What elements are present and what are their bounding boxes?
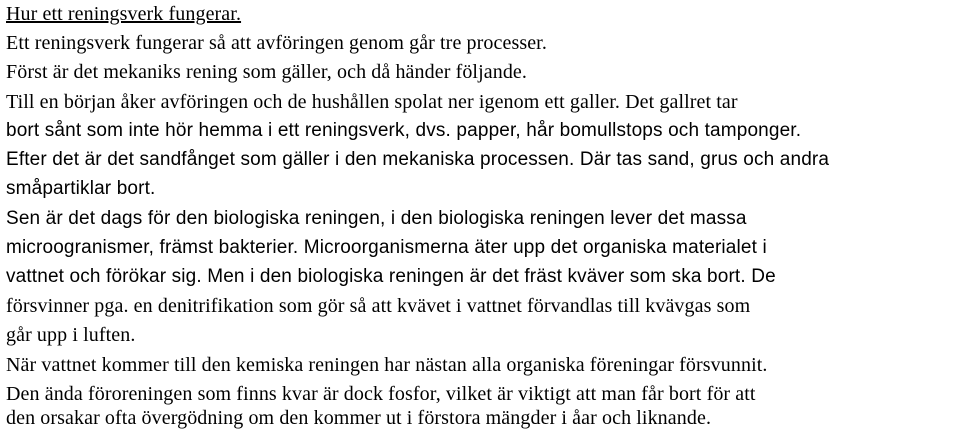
text-line: vattnet och förökar sig. Men i den biologiska reningen är det fräst kväver som ska bort. De [6, 266, 776, 287]
text-line: den orsakar ofta övergödning om den kommer ut i förstora mängder i åar och liknande. [6, 407, 712, 429]
text-line: När vattnet kommer till den kemiska reningen har nästan alla organiska föreningar försvunnit. [6, 354, 768, 376]
text-line: Först är det mekaniks rening som gäller, och då händer följande. [6, 61, 527, 83]
text-line: Till en början åker avföringen och de hushållen spolat ner igenom ett galler. Det gallret tar [6, 91, 738, 113]
document-title: Hur ett reningsverk fungerar. [6, 3, 242, 25]
text-line: går upp i luften. [6, 324, 136, 346]
text-line: bort sånt som inte hör hemma i ett reningsverk, dvs. papper, hår bomullstops och tamponger. [6, 120, 802, 141]
text-line: Sen är det dags för den biologiska reningen, i den biologiska reningen lever det massa [6, 208, 747, 229]
text-line: småpartiklar bort. [6, 178, 156, 199]
text-line: Efter det är det sandfånget som gäller i den mekaniska processen. Där tas sand, grus och andra [6, 149, 830, 170]
text-line: Ett reningsverk fungerar så att avföringen genom går tre processer. [6, 32, 547, 54]
text-line: Den ända föroreningen som finns kvar är dock fosfor, vilket är viktigt att man får bort för att [6, 383, 756, 405]
text-line: microogranismer, främst bakterier. Microorganismerna äter upp det organiska materialet i [6, 237, 767, 258]
text-line: försvinner pga. en denitrifikation som gör så att kvävet i vattnet förvandlas till kvävgas som [6, 295, 751, 317]
